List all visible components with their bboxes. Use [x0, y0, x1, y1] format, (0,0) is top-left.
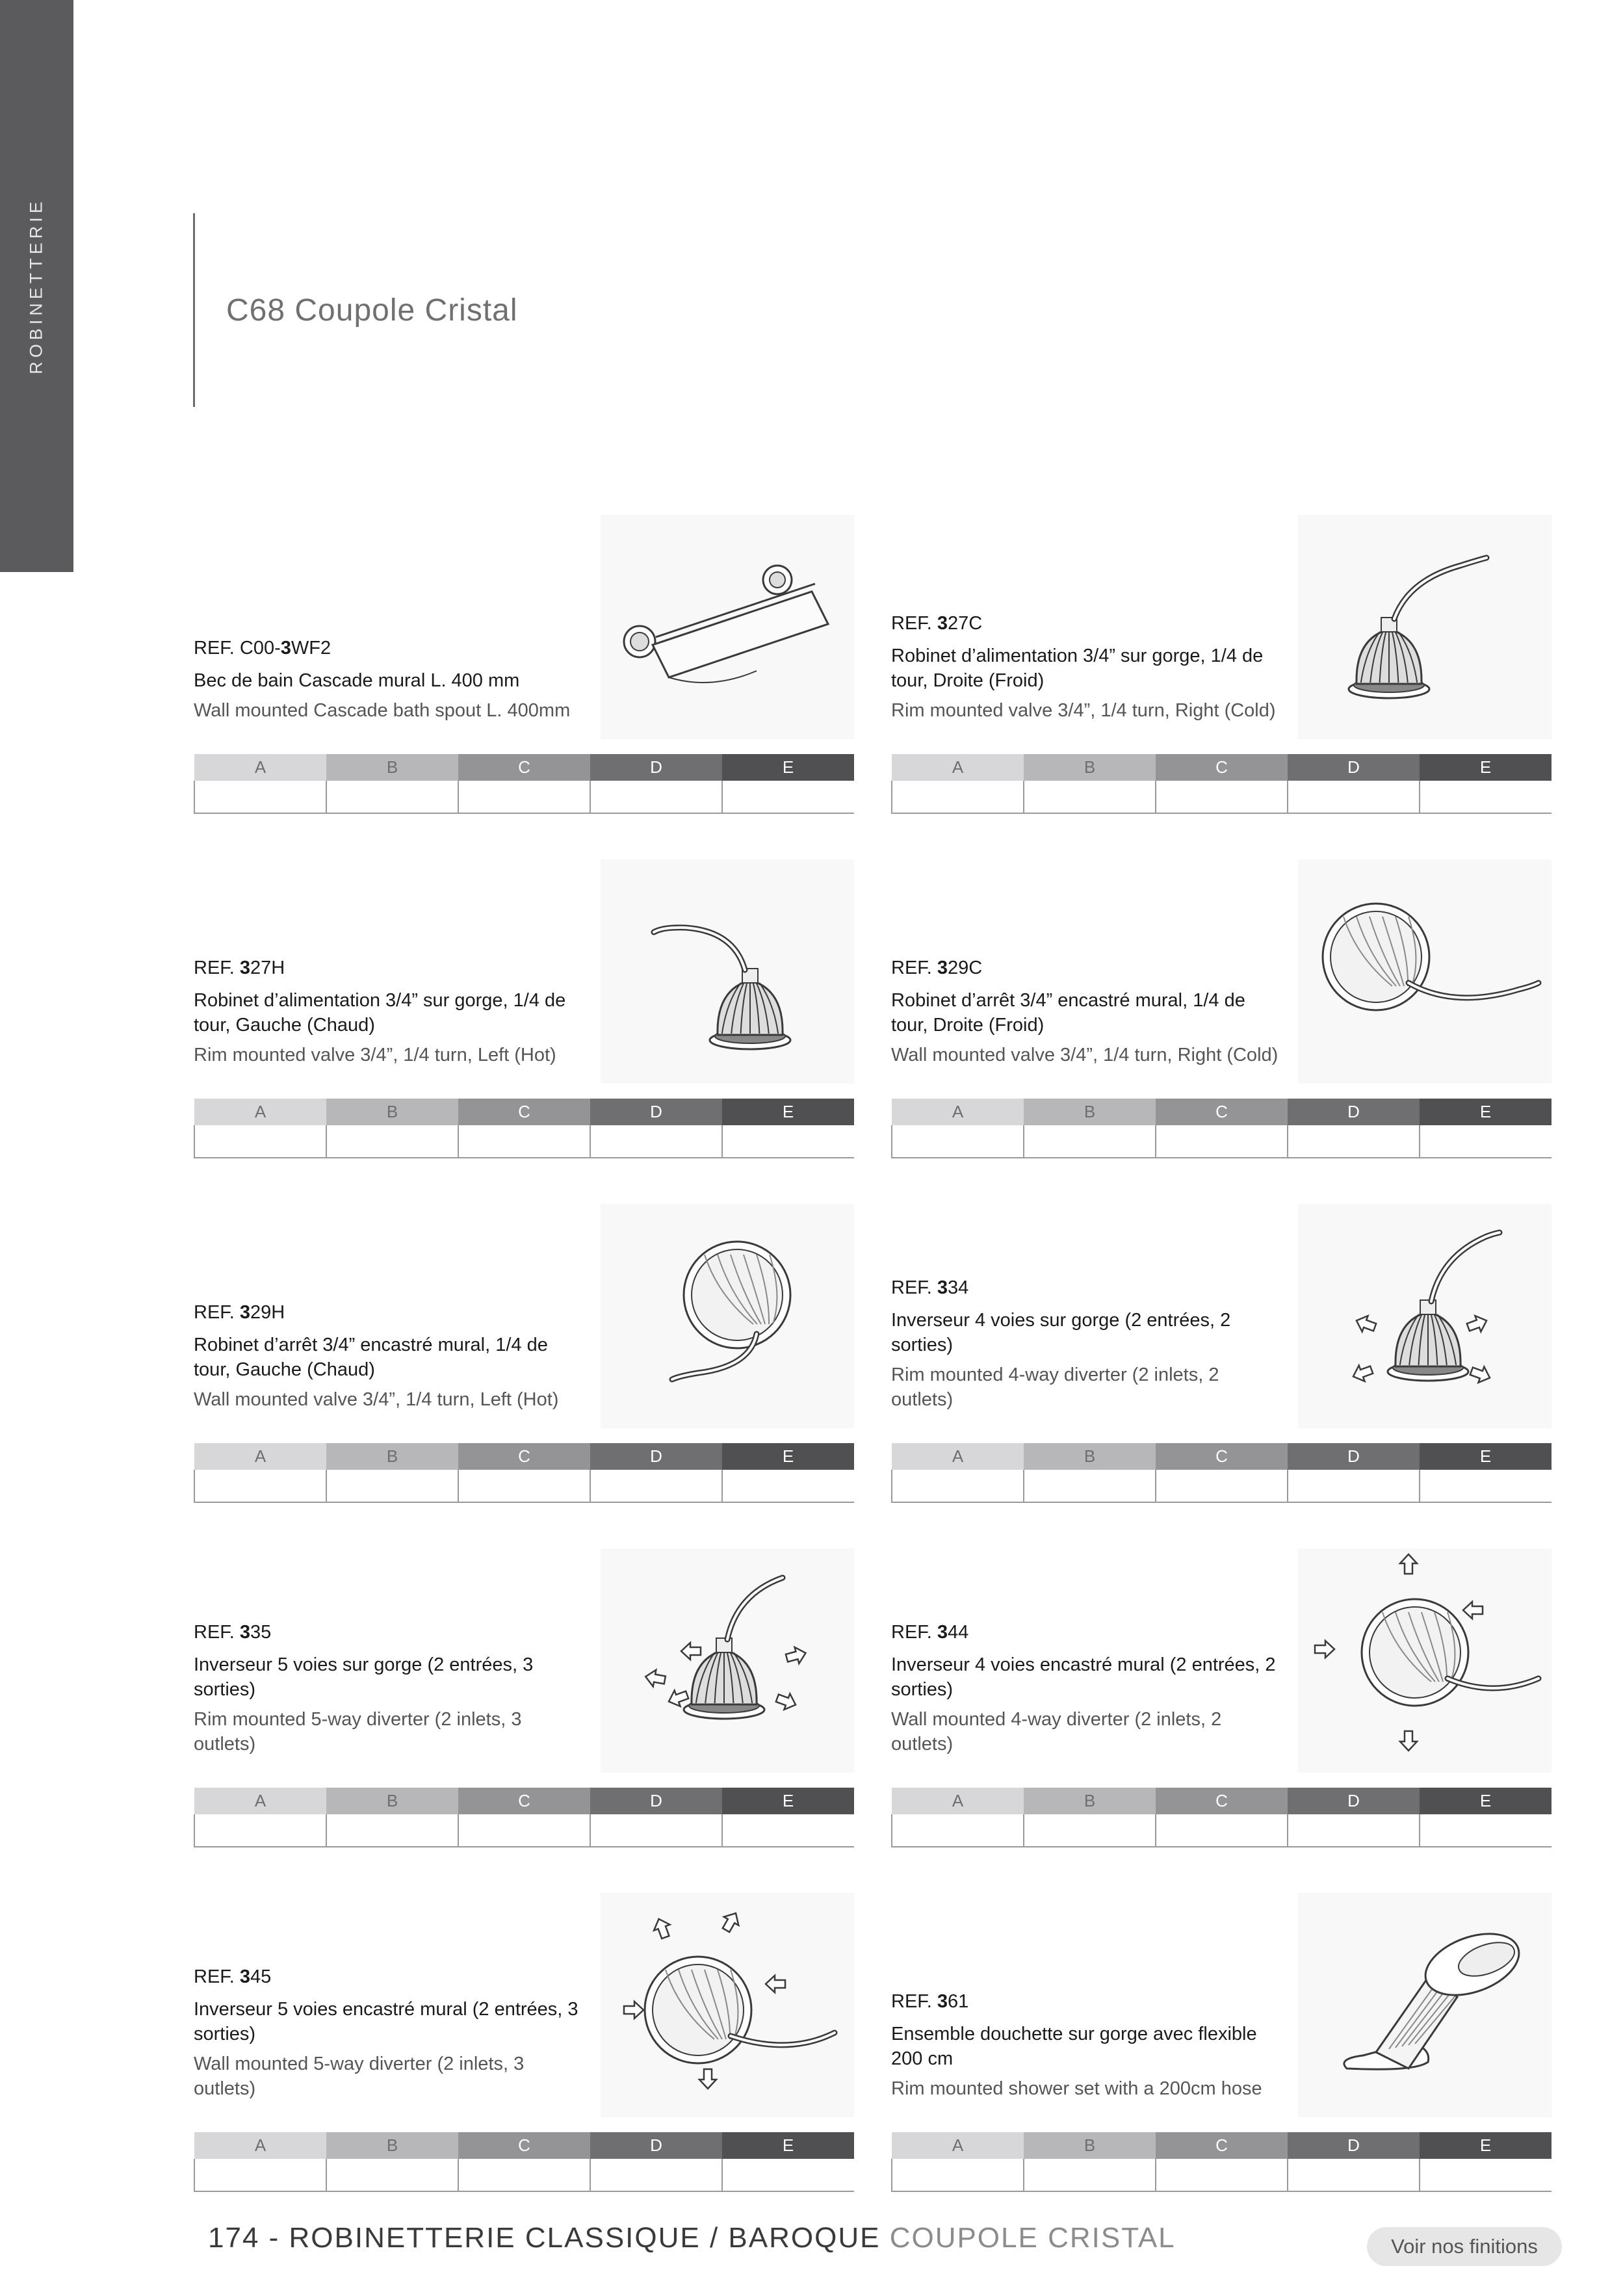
finish-select-row	[892, 1125, 1552, 1158]
finish-column-header: D	[590, 1788, 722, 1814]
product-text	[891, 1990, 1281, 2101]
product-ref: REF. 329C	[891, 958, 983, 978]
finish-checkbox-cell[interactable]	[1156, 2159, 1288, 2191]
finish-checkbox-cell[interactable]	[590, 1814, 722, 1847]
finish-checkbox-cell[interactable]	[458, 1814, 590, 1847]
product-card	[194, 1893, 854, 2192]
finish-column-header: E	[722, 754, 854, 781]
product-text	[194, 637, 584, 723]
finish-column-header: C	[458, 2132, 590, 2159]
finish-checkbox-cell[interactable]	[1024, 781, 1156, 813]
product-text	[194, 1966, 584, 2101]
finish-column-header: E	[1420, 1788, 1552, 1814]
finish-table	[194, 1788, 854, 1847]
finish-table	[194, 754, 854, 814]
finish-column-header: A	[892, 1099, 1024, 1125]
product-card	[194, 1204, 854, 1503]
finish-column-header: C	[458, 1443, 590, 1470]
product-text	[194, 1621, 584, 1756]
product-card	[194, 1548, 854, 1847]
finish-column-header: E	[1420, 754, 1552, 781]
product-description-en: Wall mounted 5-way diverter (2 inlets, 3 outlets)	[194, 2054, 525, 2099]
product-description-fr: Robinet d’arrêt 3/4” encastré mural, 1/4 de tour, Droite (Froid)	[891, 990, 1245, 1036]
finish-column-header: C	[458, 754, 590, 781]
finish-column-header: B	[1024, 1099, 1156, 1125]
finish-checkbox-cell[interactable]	[590, 1125, 722, 1158]
finish-checkbox-cell[interactable]	[326, 781, 458, 813]
finish-checkbox-cell[interactable]	[458, 2159, 590, 2191]
product-description-fr: Inverseur 4 voies sur gorge (2 entrées, 2 sorties)	[891, 1310, 1231, 1355]
product-ref: REF. 327H	[194, 958, 285, 978]
finish-checkbox-cell[interactable]	[458, 1470, 590, 1502]
wall-valve-right-icon	[1298, 859, 1552, 1084]
finish-checkbox-cell[interactable]	[194, 2159, 326, 2191]
finish-checkbox-cell[interactable]	[892, 1814, 1024, 1847]
product-description-en: Wall mounted valve 3/4”, 1/4 turn, Right (Cold)	[891, 1045, 1279, 1065]
finish-checkbox-cell[interactable]	[892, 2159, 1024, 2191]
finish-column-header: D	[1288, 1443, 1420, 1470]
finish-column-header: B	[326, 754, 458, 781]
finish-checkbox-cell[interactable]	[1024, 1814, 1156, 1847]
finish-column-header: C	[1156, 2132, 1288, 2159]
finish-column-header: D	[1288, 1788, 1420, 1814]
finish-checkbox-cell[interactable]	[1420, 1470, 1552, 1502]
finish-column-header: E	[1420, 1443, 1552, 1470]
finish-header-row	[892, 754, 1552, 781]
finish-column-header: A	[194, 1099, 326, 1125]
finish-column-header: C	[1156, 1788, 1288, 1814]
finish-table	[891, 2132, 1552, 2192]
product-description-en: Rim mounted shower set with a 200cm hose	[891, 2078, 1262, 2099]
finish-checkbox-cell[interactable]	[326, 2159, 458, 2191]
finish-column-header: E	[722, 1099, 854, 1125]
finish-select-row	[892, 1470, 1552, 1502]
product-description-en: Rim mounted 4-way diverter (2 inlets, 2 outlets)	[891, 1364, 1219, 1410]
finish-column-header: E	[722, 2132, 854, 2159]
finish-checkbox-cell[interactable]	[1420, 781, 1552, 813]
finish-header-row	[194, 1788, 854, 1814]
finish-column-header: A	[194, 1443, 326, 1470]
finish-column-header: B	[1024, 754, 1156, 781]
finish-header-row	[194, 1099, 854, 1125]
product-description-fr: Inverseur 4 voies encastré mural (2 entrées, 2 sorties)	[891, 1654, 1276, 1700]
finish-select-row	[194, 1814, 854, 1847]
finish-checkbox-cell[interactable]	[458, 1125, 590, 1158]
finish-checkbox-cell[interactable]	[1024, 1125, 1156, 1158]
finish-header-row	[194, 1443, 854, 1470]
product-ref: REF. C00-3WF2	[194, 638, 331, 659]
finish-column-header: C	[1156, 1443, 1288, 1470]
finish-checkbox-cell[interactable]	[1156, 781, 1288, 813]
product-card	[891, 515, 1552, 814]
finish-column-header: B	[326, 2132, 458, 2159]
finish-checkbox-cell[interactable]	[590, 1470, 722, 1502]
finish-checkbox-cell[interactable]	[1288, 2159, 1420, 2191]
finish-table	[891, 754, 1552, 814]
finish-table	[891, 1443, 1552, 1503]
finish-checkbox-cell[interactable]	[1024, 2159, 1156, 2191]
product-text	[194, 957, 584, 1067]
finish-checkbox-cell[interactable]	[1420, 1125, 1552, 1158]
see-finishes-button[interactable]: Voir nos finitions	[1367, 2227, 1562, 2266]
finish-checkbox-cell[interactable]	[326, 1470, 458, 1502]
product-description-fr: Robinet d’alimentation 3/4” sur gorge, 1/4 de tour, Gauche (Chaud)	[194, 990, 566, 1036]
finish-column-header: C	[458, 1788, 590, 1814]
rim-valve-right-icon	[1298, 515, 1552, 739]
finish-table	[194, 2132, 854, 2192]
footer-main-text: 174 - ROBINETTERIE CLASSIQUE / BAROQUE	[208, 2222, 890, 2254]
wall-diverter-4way-icon	[1298, 1548, 1552, 1773]
finish-column-header: B	[326, 1443, 458, 1470]
finish-column-header: C	[458, 1099, 590, 1125]
product-description-fr: Inverseur 5 voies sur gorge (2 entrées, 3 sorties)	[194, 1654, 534, 1700]
product-text	[891, 612, 1281, 723]
finish-checkbox-cell[interactable]	[326, 1125, 458, 1158]
finish-column-header: A	[194, 1788, 326, 1814]
product-description-en: Rim mounted valve 3/4”, 1/4 turn, Right (Cold)	[891, 700, 1276, 721]
finish-column-header: A	[194, 754, 326, 781]
finish-column-header: A	[892, 1788, 1024, 1814]
product-ref: REF. 344	[891, 1622, 969, 1643]
product-ref: REF. 334	[891, 1277, 969, 1298]
finish-checkbox-cell[interactable]	[194, 781, 326, 813]
finish-column-header: A	[892, 1443, 1024, 1470]
finish-column-header: E	[722, 1443, 854, 1470]
product-card	[891, 859, 1552, 1158]
finish-column-header: A	[194, 2132, 326, 2159]
wall-diverter-5way-icon	[601, 1893, 854, 2117]
finish-column-header: C	[1156, 754, 1288, 781]
finish-table	[194, 1099, 854, 1158]
finish-header-row	[892, 1788, 1552, 1814]
product-card	[891, 1204, 1552, 1503]
finish-column-header: C	[1156, 1099, 1288, 1125]
product-description-fr: Inverseur 5 voies encastré mural (2 entrées, 3 sorties)	[194, 1999, 578, 2044]
cascade-spout-icon	[601, 515, 854, 739]
product-text	[891, 1277, 1281, 1412]
finish-column-header: B	[326, 1788, 458, 1814]
finish-header-row	[194, 754, 854, 781]
product-description-fr: Bec de bain Cascade mural L. 400 mm	[194, 670, 520, 691]
finish-select-row	[892, 781, 1552, 813]
finish-column-header: A	[892, 754, 1024, 781]
finish-column-header: A	[892, 2132, 1024, 2159]
wall-valve-left-icon	[601, 1204, 854, 1428]
hand-shower-icon	[1298, 1893, 1552, 2117]
finish-column-header: B	[1024, 2132, 1156, 2159]
rim-diverter-4way-icon	[1298, 1204, 1552, 1428]
finish-select-row	[892, 2159, 1552, 2191]
finish-checkbox-cell[interactable]	[722, 1125, 854, 1158]
finish-header-row	[892, 1443, 1552, 1470]
finish-column-header: D	[590, 1099, 722, 1125]
finish-checkbox-cell[interactable]	[892, 781, 1024, 813]
product-card	[891, 1548, 1552, 1847]
finish-checkbox-cell[interactable]	[194, 1814, 326, 1847]
finish-checkbox-cell[interactable]	[590, 781, 722, 813]
product-ref: REF. 335	[194, 1622, 272, 1643]
finish-checkbox-cell[interactable]	[722, 1470, 854, 1502]
finish-column-header: D	[590, 2132, 722, 2159]
product-description-fr: Ensemble douchette sur gorge avec flexible 200 cm	[891, 2024, 1257, 2069]
finish-column-header: D	[590, 1443, 722, 1470]
product-description-en: Rim mounted 5-way diverter (2 inlets, 3 outlets)	[194, 1709, 522, 1755]
finish-checkbox-cell[interactable]	[1156, 1814, 1288, 1847]
finish-checkbox-cell[interactable]	[1288, 1125, 1420, 1158]
side-tab	[0, 0, 73, 572]
finish-checkbox-cell[interactable]	[1156, 1470, 1288, 1502]
finish-column-header: B	[1024, 1788, 1156, 1814]
finish-checkbox-cell[interactable]	[722, 1814, 854, 1847]
product-description-en: Wall mounted Cascade bath spout L. 400mm	[194, 700, 571, 721]
product-text	[194, 1301, 584, 1412]
product-card	[194, 859, 854, 1158]
finish-select-row	[194, 1125, 854, 1158]
finish-select-row	[194, 2159, 854, 2191]
product-ref: REF. 327C	[891, 613, 983, 634]
product-ref: REF. 361	[891, 1991, 969, 2012]
product-description-fr: Robinet d’alimentation 3/4” sur gorge, 1/4 de tour, Droite (Froid)	[891, 646, 1264, 691]
finish-checkbox-cell[interactable]	[326, 1814, 458, 1847]
product-description-en: Rim mounted valve 3/4”, 1/4 turn, Left (Hot)	[194, 1045, 556, 1065]
finish-column-header: E	[722, 1788, 854, 1814]
finish-checkbox-cell[interactable]	[722, 781, 854, 813]
product-description-en: Wall mounted valve 3/4”, 1/4 turn, Left (Hot)	[194, 1389, 559, 1410]
product-ref: REF. 329H	[194, 1302, 285, 1323]
product-card	[194, 515, 854, 814]
finish-checkbox-cell[interactable]	[194, 1125, 326, 1158]
finish-column-header: B	[326, 1099, 458, 1125]
finish-checkbox-cell[interactable]	[194, 1470, 326, 1502]
product-card	[891, 1893, 1552, 2192]
finish-column-header: B	[1024, 1443, 1156, 1470]
finish-select-row	[194, 1470, 854, 1502]
finish-checkbox-cell[interactable]	[1288, 1470, 1420, 1502]
finish-header-row	[892, 2132, 1552, 2159]
product-description-en: Wall mounted 4-way diverter (2 inlets, 2 outlets)	[891, 1709, 1222, 1755]
finish-header-row	[194, 2132, 854, 2159]
title-rule	[193, 213, 195, 407]
finish-checkbox-cell[interactable]	[1024, 1470, 1156, 1502]
rim-diverter-5way-icon	[601, 1548, 854, 1773]
product-description-fr: Robinet d’arrêt 3/4” encastré mural, 1/4 de tour, Gauche (Chaud)	[194, 1335, 548, 1380]
finish-checkbox-cell[interactable]	[892, 1470, 1024, 1502]
finish-table	[891, 1788, 1552, 1847]
product-text	[891, 957, 1281, 1067]
finish-header-row	[892, 1099, 1552, 1125]
finish-select-row	[892, 1814, 1552, 1847]
finish-checkbox-cell[interactable]	[1288, 781, 1420, 813]
rim-valve-left-icon	[601, 859, 854, 1084]
side-tab-label: ROBINETTERIE	[26, 198, 46, 374]
finish-checkbox-cell[interactable]	[722, 2159, 854, 2191]
finish-checkbox-cell[interactable]	[892, 1125, 1024, 1158]
finish-column-header: E	[1420, 1099, 1552, 1125]
finish-select-row	[194, 781, 854, 813]
finish-column-header: D	[1288, 2132, 1420, 2159]
finish-checkbox-cell[interactable]	[1420, 1814, 1552, 1847]
finish-checkbox-cell[interactable]	[1420, 2159, 1552, 2191]
finish-column-header: D	[1288, 1099, 1420, 1125]
finish-column-header: E	[1420, 2132, 1552, 2159]
finish-checkbox-cell[interactable]	[1156, 1125, 1288, 1158]
finish-table	[194, 1443, 854, 1503]
product-ref: REF. 345	[194, 1966, 272, 1987]
finish-checkbox-cell[interactable]	[590, 2159, 722, 2191]
finish-column-header: D	[590, 754, 722, 781]
page-title: C68 Coupole Cristal	[226, 293, 518, 328]
footer-accent-text: COUPOLE CRISTAL	[889, 2222, 1176, 2254]
finish-checkbox-cell[interactable]	[1288, 1814, 1420, 1847]
product-text	[891, 1621, 1281, 1756]
finish-table	[891, 1099, 1552, 1158]
finish-checkbox-cell[interactable]	[458, 781, 590, 813]
finish-column-header: D	[1288, 754, 1420, 781]
page-footer	[208, 2222, 1176, 2254]
